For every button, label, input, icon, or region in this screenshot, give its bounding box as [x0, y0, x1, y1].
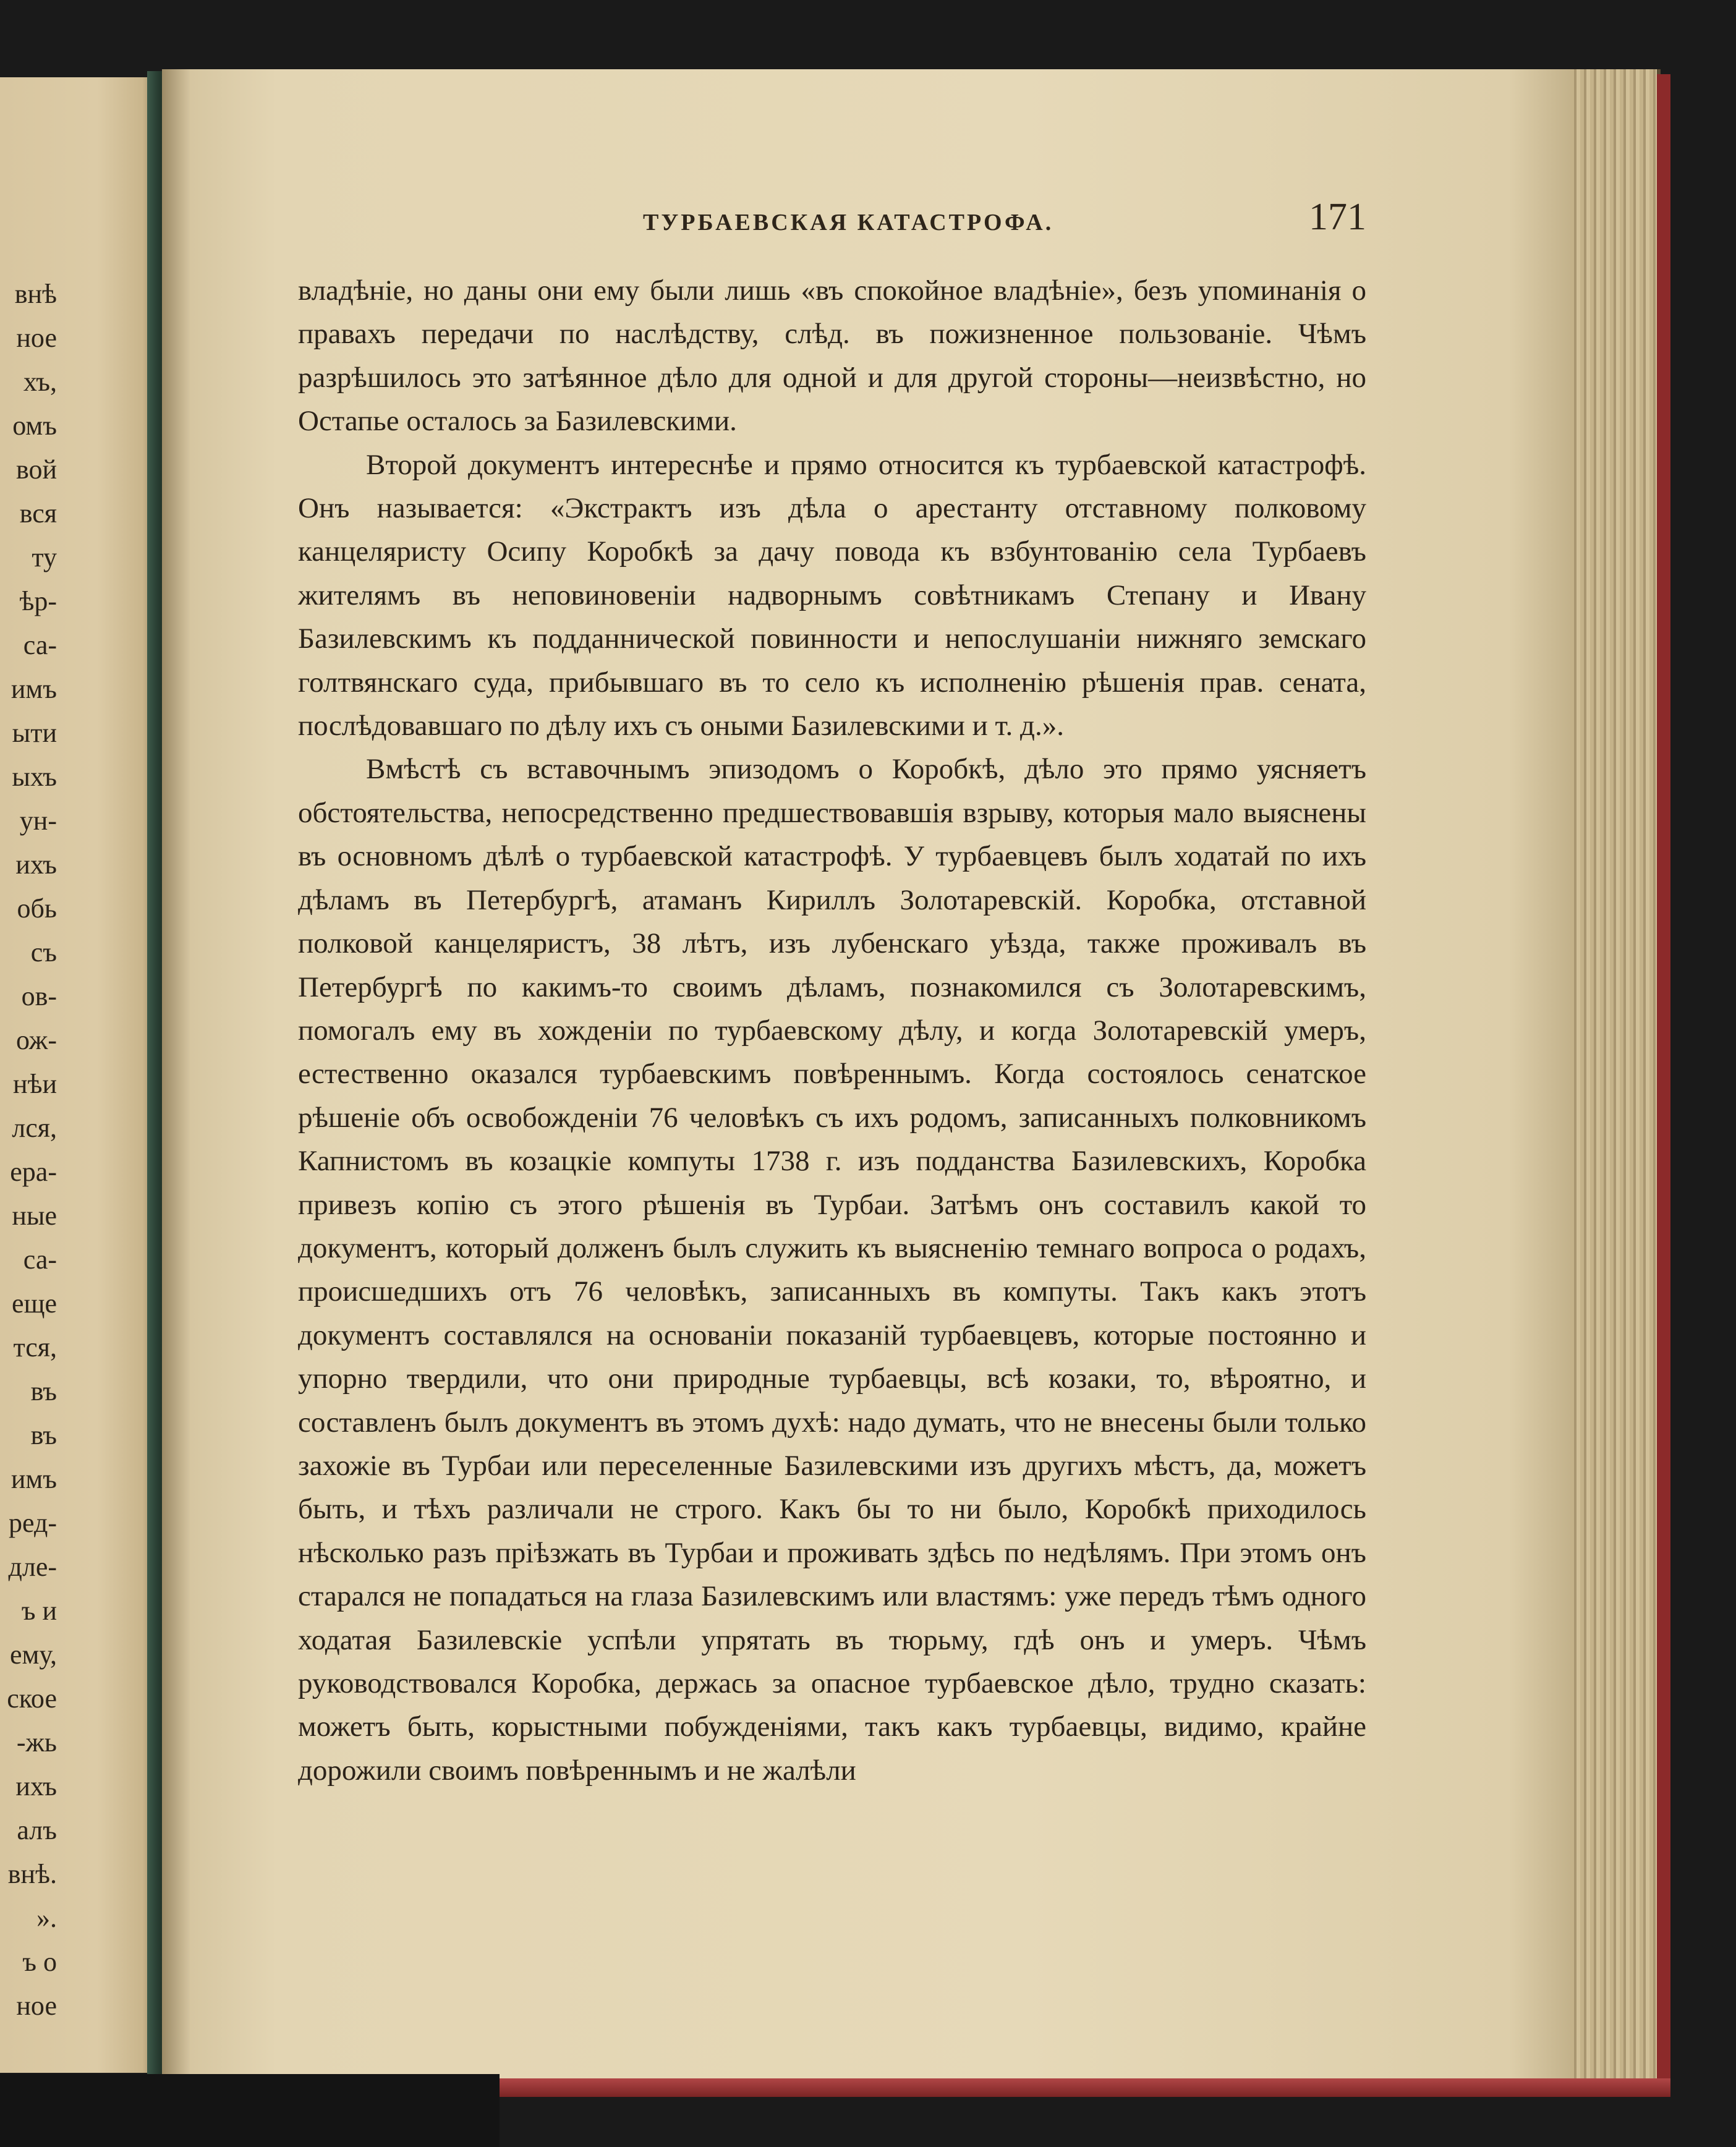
left-page-text-fragments: [0, 272, 57, 2028]
left-page-fragment: ное: [16, 1991, 57, 2021]
left-page-fragment: вой: [15, 454, 57, 485]
book-cover-edge: [1657, 74, 1670, 2083]
left-page-fragment: тся,: [13, 1332, 57, 1363]
left-page-fragment: са-: [23, 630, 57, 660]
page-number: 171: [1309, 196, 1366, 238]
left-page-fragment: нѣи: [13, 1069, 57, 1099]
left-page-fragment: ред-: [9, 1508, 57, 1538]
paragraph: Вмѣстѣ съ вставочнымъ эпизодомъ о Коробкѣ, дѣло это прямо уясняетъ обстоятельства, непосредственно предшествовавшія взрыву, которыя мало выяснены въ основномъ дѣлѣ о турбаевской катастрофѣ. У турбаевцевъ былъ ходатай по ихъ дѣламъ въ Петербургѣ, атаманъ Кириллъ Золотаревскій. Коробка, отставной полковой канцеляристъ, 38 лѣтъ, изъ лубенскаго уѣзда, также проживалъ въ Петербургѣ по какимъ-то своимъ дѣламъ, познакомился съ Золотаревскимъ, помогалъ ему въ хожденіи по турбаевскому дѣлу, и когда Золотаревскій умеръ, естественно оказался турбаевскимъ повѣреннымъ. Когда состоялось сенатское рѣшеніе объ освобожденіи 76 человѣкъ съ ихъ родомъ, записанныхъ полковникомъ Капнистомъ въ козацкіе компуты 1738 г. изъ подданства Базилевскихъ, Коробка привезъ копію съ этого рѣшенія въ Турбаи. Затѣмъ онъ составилъ какой то документъ, который долженъ былъ служить къ выясненію темнаго вопроса о родахъ, происшедшихъ отъ 76 человѣкъ, записанныхъ въ компуты. Такъ какъ этотъ документъ составлялся на основаніи показаній турбаевцевъ, которые постоянно и упорно твердили, что они природные турбаевцы, всѣ козаки, то, вѣроятно, и составленъ былъ документъ въ этомъ духѣ: надо думать, что не внесены были только захожіе въ Турбаи или переселенные Базилевскими изъ другихъ мѣстъ, да, можетъ быть, и тѣхъ различали не строго. Какъ бы то ни было, Коробкѣ приходилось нѣсколько разъ пріѣзжать въ Турбаи и проживать здѣсь по недѣлямъ. При этомъ онъ старался не попадаться на глаза Базилевскимъ или властямъ: уже передъ тѣмъ одного ходатая Базилевскіе успѣли упрятать въ тюрьму, гдѣ онъ и умеръ. Чѣмъ руководствовался Коробка, держась за опасное турбаевское дѣло, трудно сказать: можетъ быть, корыстными побужденіями, такъ какъ турбаевцы, видимо, крайне дорожили своимъ повѣреннымъ и не жалѣли: [298, 753, 1366, 1787]
left-page-fragment: омъ: [12, 410, 57, 441]
left-page-fragment: ихъ: [15, 849, 57, 880]
page-stack-edge: [1570, 69, 1661, 2081]
left-page-fragment: ера-: [10, 1157, 57, 1187]
left-page-fragment: въ: [30, 1376, 57, 1406]
left-page-fragment: внѣ: [14, 279, 57, 309]
left-page-fragment: имъ: [11, 674, 57, 704]
left-page-fragment: еще: [12, 1288, 57, 1319]
left-page-fragment: са-: [23, 1244, 57, 1275]
page-body: [298, 269, 1366, 1792]
left-page-fragment: ское: [7, 1683, 57, 1714]
left-page-fragment: обь: [17, 893, 57, 924]
book-bottom-edge: [500, 2078, 1670, 2097]
left-page-fragment: ное: [16, 323, 57, 353]
left-page-fragment: хъ,: [23, 367, 57, 397]
left-page-fragment: съ: [30, 937, 57, 967]
left-page-fragment: ту: [32, 542, 57, 572]
left-page-fragment: ные: [12, 1201, 57, 1231]
left-page-fragment: ыти: [12, 718, 57, 748]
left-page-fragment: ыхъ: [12, 762, 57, 792]
running-head: ТУРБАЕВСКАЯ КАТАСТРОФА.: [643, 210, 1054, 236]
left-page-fragment: ов-: [21, 981, 57, 1011]
left-page-fragment: ож-: [16, 1025, 57, 1055]
left-page-fragment: алъ: [17, 1815, 57, 1845]
page-header: [297, 195, 1366, 245]
paragraph: Второй документъ интереснѣе и прямо относится къ турбаевской катастрофѣ. Онъ называется: «Экстрактъ изъ дѣла о арестанту отставному полковому канцеляристу Осипу Коробкѣ за дачу повода къ взбунтованію села Турбаевъ жителямъ въ неповиновеніи надворнымъ совѣтникамъ Степану и Ивану Базилевскимъ къ подданнической повинности и непослушаніи нижняго земскаго голтвянскаго суда, прибывшаго въ то село къ исполненію рѣшенія прав. сената, послѣдовавшаго по дѣлу ихъ съ оными Базилевскими и т. д.».: [298, 448, 1366, 742]
left-page-fragment: въ: [30, 1420, 57, 1450]
left-page-fragment: внѣ.: [7, 1859, 57, 1889]
left-page-fragment: ъ о: [22, 1947, 57, 1977]
left-page-fragment: ихъ: [15, 1771, 57, 1801]
left-page-fragment: вся: [19, 498, 57, 529]
background-gap: [0, 2074, 500, 2147]
left-page-fragment: ему,: [10, 1639, 57, 1670]
left-page-fragment: дле-: [8, 1552, 57, 1582]
left-page-fragment: ъ и: [21, 1596, 57, 1626]
left-page-fragment: имъ: [11, 1464, 57, 1494]
left-page-fragment: -жь: [16, 1727, 57, 1758]
left-page-fragment: ѣр-: [19, 586, 57, 616]
left-page-fragment: лся,: [12, 1113, 57, 1143]
left-page-fragment: ун-: [19, 806, 57, 836]
paragraph: владѣніе, но даны они ему были лишь «въ спокойное владѣніе», безъ упоминанія о правахъ передачи по наслѣдству, слѣд. въ пожизненное пользованіе. Чѣмъ разрѣшилось это затѣянное дѣло для одной и для другой стороны—неизвѣстно, но Остапье осталось за Базилевскими.: [298, 274, 1366, 438]
left-page-fragment: ».: [36, 1903, 57, 1933]
